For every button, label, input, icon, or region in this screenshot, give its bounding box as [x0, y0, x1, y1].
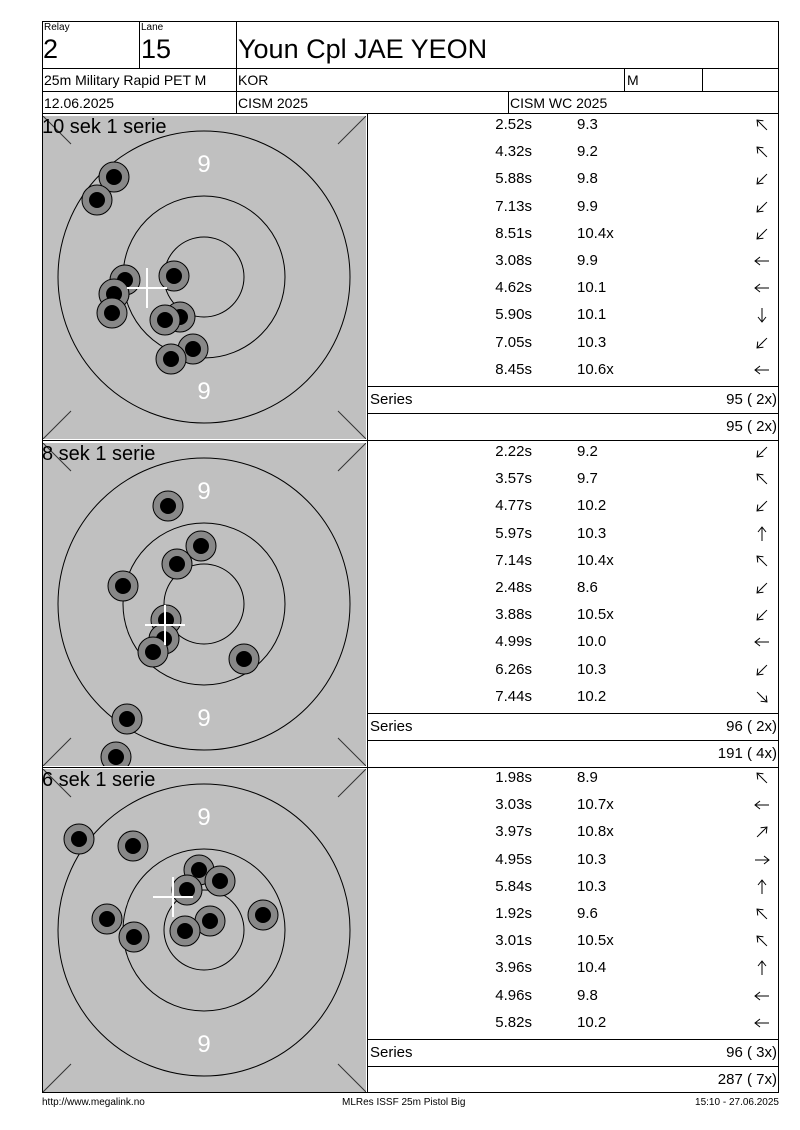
- shot-row: [370, 359, 778, 386]
- shot-time: 8.45s: [495, 360, 532, 378]
- shot-time: 7.05s: [495, 333, 532, 351]
- header-divider: [42, 91, 779, 92]
- series-label: Series: [370, 718, 413, 735]
- shot-time: 5.97s: [495, 524, 532, 542]
- shot-time: 8.51s: [495, 224, 532, 242]
- series-total: 96 ( 3x): [726, 1044, 777, 1061]
- direction-arrow-icon: [752, 768, 772, 788]
- series-total: 95 ( 2x): [726, 391, 777, 408]
- ring-label: 9: [197, 378, 211, 405]
- direction-arrow-icon: [752, 551, 772, 571]
- shot-row: [370, 957, 778, 984]
- direction-arrow-icon: [752, 986, 772, 1006]
- shot-score: 10.6x: [577, 360, 614, 378]
- running-total-row: [368, 1067, 779, 1093]
- shot-time: 3.88s: [495, 606, 532, 624]
- shot-score: 10.2: [577, 497, 607, 515]
- shot-score: 10.3: [577, 877, 607, 895]
- direction-arrow-icon: [752, 469, 772, 489]
- series-title: 8 sek 1 serie: [42, 443, 156, 465]
- shot-row: [370, 930, 778, 957]
- shot-time: 1.92s: [495, 905, 532, 922]
- target-image: [43, 769, 366, 1092]
- series-label: Series: [370, 391, 413, 408]
- shot-score: 10.3: [577, 850, 607, 868]
- shot-row: [370, 114, 778, 141]
- shot-row: [370, 686, 778, 713]
- footer-url[interactable]: http://www.megalink.no: [42, 1097, 145, 1108]
- shot-score: 9.8: [577, 986, 598, 1004]
- shot-score: 8.9: [577, 769, 598, 786]
- ring-label: 9: [197, 705, 211, 732]
- direction-arrow-icon: [752, 605, 772, 625]
- shot-time: 4.62s: [495, 279, 532, 297]
- direction-arrow-icon: [752, 524, 772, 544]
- direction-arrow-icon: [752, 224, 772, 244]
- footer-timestamp: 15:10 - 27.06.2025: [695, 1097, 779, 1108]
- shot-row: [370, 141, 778, 168]
- shooter-name: Youn Cpl JAE YEON: [238, 34, 488, 64]
- running-total: 95 ( 2x): [726, 418, 777, 435]
- shot-row: [370, 1012, 778, 1039]
- shot-time: 2.48s: [495, 579, 532, 596]
- series-label: Series: [370, 1044, 413, 1061]
- shot-time: 5.88s: [495, 170, 532, 188]
- match-name: CISM WC 2025: [510, 95, 608, 111]
- lane-label: Lane: [141, 22, 164, 33]
- shot-score: 10.3: [577, 524, 607, 542]
- shot-score: 10.7x: [577, 796, 614, 814]
- shot-time: 4.95s: [495, 850, 532, 868]
- shot-score: 9.2: [577, 443, 598, 460]
- shot-time: 3.96s: [495, 959, 532, 977]
- shot-row: [370, 767, 778, 794]
- header-divider: [508, 91, 509, 113]
- header-divider: [236, 21, 237, 113]
- shot-score: 9.6: [577, 905, 598, 922]
- header-divider: [624, 68, 625, 91]
- shot-row: [370, 604, 778, 631]
- shot-time: 6.26s: [495, 660, 532, 678]
- direction-arrow-icon: [752, 687, 772, 707]
- running-total: 191 ( 4x): [717, 745, 777, 762]
- shot-row: [370, 468, 778, 495]
- running-total-row: [368, 741, 779, 767]
- direction-arrow-icon: [752, 931, 772, 951]
- running-total-row: [368, 414, 779, 440]
- shot-score: 9.3: [577, 116, 598, 133]
- shot-row: [370, 196, 778, 223]
- shot-row: [370, 250, 778, 277]
- shot-score: 10.2: [577, 687, 607, 705]
- shot-score: 9.9: [577, 197, 598, 215]
- shot-row: [370, 332, 778, 359]
- direction-arrow-icon: [752, 496, 772, 516]
- shot-row: [370, 550, 778, 577]
- ring-label: 9: [197, 1031, 211, 1058]
- shot-score: 10.4: [577, 959, 607, 977]
- shot-row: [370, 441, 778, 468]
- series-total-row: [368, 714, 779, 740]
- series-title: 6 sek 1 serie: [42, 769, 156, 791]
- shot-row: [370, 223, 778, 250]
- direction-arrow-icon: [752, 278, 772, 298]
- shot-score: 10.5x: [577, 606, 614, 624]
- shot-row: [370, 876, 778, 903]
- shot-score: 10.5x: [577, 932, 614, 950]
- direction-arrow-icon: [752, 822, 772, 842]
- direction-arrow-icon: [752, 632, 772, 652]
- direction-arrow-icon: [752, 660, 772, 680]
- shot-time: 7.44s: [495, 687, 532, 705]
- shot-row: [370, 304, 778, 331]
- relay-value: 2: [43, 34, 59, 64]
- shot-row: [370, 794, 778, 821]
- shot-time: 3.57s: [495, 470, 532, 488]
- shot-time: 4.32s: [495, 143, 532, 161]
- shot-time: 3.03s: [495, 796, 532, 814]
- direction-arrow-icon: [752, 169, 772, 189]
- shot-time: 2.52s: [495, 116, 532, 133]
- direction-arrow-icon: [752, 442, 772, 462]
- direction-arrow-icon: [752, 115, 772, 135]
- direction-arrow-icon: [752, 1013, 772, 1033]
- shot-time: 3.97s: [495, 823, 532, 841]
- shot-time: 4.99s: [495, 633, 532, 651]
- shot-score: 10.0: [577, 633, 607, 651]
- shot-row: [370, 577, 778, 604]
- shot-row: [370, 903, 778, 930]
- shot-time: 3.01s: [495, 932, 532, 950]
- direction-arrow-icon: [752, 305, 772, 325]
- ring-label: 9: [197, 151, 211, 178]
- direction-arrow-icon: [752, 142, 772, 162]
- shot-score: 10.4x: [577, 224, 614, 242]
- shot-score: 9.7: [577, 470, 598, 488]
- running-total: 287 ( 7x): [717, 1071, 777, 1088]
- shot-row: [370, 523, 778, 550]
- shot-row: [370, 985, 778, 1012]
- direction-arrow-icon: [752, 958, 772, 978]
- shot-row: [370, 277, 778, 304]
- shot-time: 7.14s: [495, 551, 532, 569]
- direction-arrow-icon: [752, 850, 772, 870]
- shot-score: 10.4x: [577, 551, 614, 569]
- shot-score: 9.9: [577, 252, 598, 269]
- direction-arrow-icon: [752, 197, 772, 217]
- ring-label: 9: [197, 478, 211, 505]
- shot-score: 9.8: [577, 170, 598, 188]
- shot-row: [370, 849, 778, 876]
- shot-row: [370, 821, 778, 848]
- shot-row: [370, 495, 778, 522]
- relay-label: Relay: [44, 22, 70, 33]
- shot-score: 10.3: [577, 660, 607, 678]
- gender: M: [627, 72, 639, 88]
- shot-score: 9.2: [577, 143, 598, 161]
- competition: CISM 2025: [238, 95, 309, 111]
- shot-score: 10.2: [577, 1013, 607, 1031]
- shot-time: 5.84s: [495, 877, 532, 895]
- shot-row: [370, 631, 778, 658]
- shot-score: 10.8x: [577, 823, 614, 841]
- shot-score: 10.1: [577, 279, 607, 297]
- series-total-row: [368, 387, 779, 413]
- shot-row: [370, 168, 778, 195]
- shot-score: 8.6: [577, 579, 598, 596]
- shot-row: [370, 659, 778, 686]
- date: 12.06.2025: [44, 95, 115, 111]
- shot-score: 10.3: [577, 333, 607, 351]
- direction-arrow-icon: [752, 578, 772, 598]
- direction-arrow-icon: [752, 360, 772, 380]
- direction-arrow-icon: [752, 877, 772, 897]
- direction-arrow-icon: [752, 904, 772, 924]
- lane-value: 15: [141, 34, 172, 64]
- footer-software: MLRes ISSF 25m Pistol Big: [342, 1097, 466, 1108]
- direction-arrow-icon: [752, 333, 772, 353]
- nation: KOR: [238, 72, 269, 88]
- shot-time: 5.90s: [495, 306, 532, 324]
- shot-time: 4.77s: [495, 497, 532, 515]
- column-divider: [367, 113, 368, 1093]
- shot-time: 4.96s: [495, 986, 532, 1004]
- ring-label: 9: [197, 804, 211, 831]
- direction-arrow-icon: [752, 795, 772, 815]
- series-total: 96 ( 2x): [726, 718, 777, 735]
- target-image: [43, 116, 366, 439]
- event-name: 25m Military Rapid PET M: [44, 72, 207, 88]
- shot-score: 10.1: [577, 306, 607, 324]
- header-divider: [42, 68, 779, 69]
- shot-time: 2.22s: [495, 443, 532, 460]
- series-total-row: [368, 1040, 779, 1066]
- header-divider: [702, 68, 703, 91]
- shot-time: 5.82s: [495, 1013, 532, 1031]
- direction-arrow-icon: [752, 251, 772, 271]
- series-title: 10 sek 1 serie: [42, 116, 167, 138]
- target-image: [43, 443, 366, 766]
- header-divider: [139, 21, 140, 68]
- shot-time: 3.08s: [495, 252, 532, 269]
- shot-time: 7.13s: [495, 197, 532, 215]
- shot-time: 1.98s: [495, 769, 532, 786]
